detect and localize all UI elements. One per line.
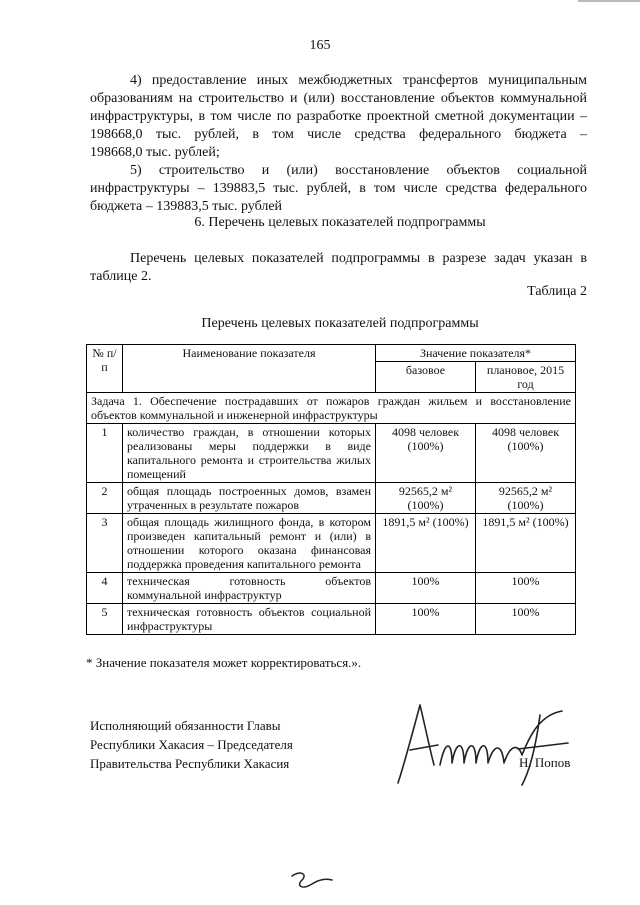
row-base: 4098 человек (100%) bbox=[376, 424, 476, 483]
table-footnote: * Значение показателя может корректироваться.». bbox=[86, 655, 362, 670]
header-num: № п/п bbox=[87, 345, 123, 393]
text-line: бюджета – 139883,5 тыс. рублей bbox=[90, 199, 283, 214]
section-heading: 6. Перечень целевых показателей подпрограммы bbox=[194, 215, 486, 230]
paragraph-item-4 bbox=[90, 72, 587, 162]
row-plan: 100% bbox=[476, 604, 576, 635]
header-plan: плановое, 2015 год bbox=[476, 362, 576, 393]
row-num: 5 bbox=[87, 604, 123, 635]
text-line: Перечень целевых показателей подпрограммы в разрезе задач указан в bbox=[130, 251, 587, 266]
row-name: техническая готовность объектов социальной инфраструктуры bbox=[123, 604, 376, 635]
task-cell: Задача 1. Обеспечение пострадавших от пожаров граждан жильем и восстановление объектов коммунальной и инженерной инфраструктуры bbox=[87, 393, 576, 424]
signature-title-line: Исполняющий обязанности Главы bbox=[90, 718, 281, 733]
table-row bbox=[87, 424, 576, 483]
table-header-row bbox=[87, 345, 576, 362]
row-name: техническая готовность объектов коммунальной инфраструктур bbox=[123, 573, 376, 604]
indicators-table bbox=[86, 344, 576, 635]
signature-title-line: Республики Хакасия – Председателя bbox=[90, 737, 293, 752]
row-num: 3 bbox=[87, 514, 123, 573]
header-value: Значение показателя* bbox=[376, 345, 576, 362]
text-line: 5) строительство и (или) восстановление объектов социальной bbox=[130, 163, 587, 178]
intro-paragraph bbox=[90, 250, 587, 286]
row-num: 4 bbox=[87, 573, 123, 604]
signature-title-line: Правительства Республики Хакасия bbox=[90, 756, 290, 771]
table-row bbox=[87, 483, 576, 514]
page-number: 165 bbox=[309, 38, 331, 53]
text-line: 198668,0 тыс. рублей; bbox=[90, 145, 220, 160]
text-line: образованиям на строительство и (или) восстановление объектов коммунальной bbox=[90, 91, 587, 106]
row-base: 100% bbox=[376, 604, 476, 635]
row-num: 2 bbox=[87, 483, 123, 514]
row-plan: 1891,5 м² (100%) bbox=[476, 514, 576, 573]
row-plan: 100% bbox=[476, 573, 576, 604]
scan-edge-mark bbox=[578, 0, 640, 2]
text-line: 198668,0 тыс. рублей, в том числе средства федерального бюджета – bbox=[90, 127, 587, 142]
signature-title bbox=[90, 716, 293, 773]
row-base: 92565,2 м² (100%) bbox=[376, 483, 476, 514]
text-line: таблице 2. bbox=[90, 269, 152, 284]
row-name: общая площадь жилищного фонда, в котором произведен капитальный ремонт и (или) в отношении которого оказана финансовая поддержка проведения капитального ремонта bbox=[123, 514, 376, 573]
table-title: Перечень целевых показателей подпрограммы bbox=[201, 316, 479, 331]
header-base: базовое bbox=[376, 362, 476, 393]
row-name: общая площадь построенных домов, взамен утраченных в результате пожаров bbox=[123, 483, 376, 514]
row-base: 100% bbox=[376, 573, 476, 604]
row-name: количество граждан, в отношении которых реализованы меры поддержки в виде капитального ремонта и строительства жилых помещений bbox=[123, 424, 376, 483]
row-plan: 92565,2 м² (100%) bbox=[476, 483, 576, 514]
table-row bbox=[87, 514, 576, 573]
row-plan: 4098 человек (100%) bbox=[476, 424, 576, 483]
signer-name: Н. Попов bbox=[519, 755, 571, 770]
row-base: 1891,5 м² (100%) bbox=[376, 514, 476, 573]
paragraph-item-5 bbox=[90, 162, 587, 216]
table-label: Таблица 2 bbox=[527, 284, 587, 299]
row-num: 1 bbox=[87, 424, 123, 483]
header-name: Наименование показателя bbox=[123, 345, 376, 393]
table-row bbox=[87, 604, 576, 635]
text-line: 4) предоставление иных межбюджетных трансфертов муниципальным bbox=[130, 73, 587, 88]
text-line: инфраструктуры, в том числе по разработке проектной сметной документации – bbox=[90, 109, 587, 124]
handwritten-mark bbox=[286, 868, 336, 894]
table-row bbox=[87, 573, 576, 604]
task-row bbox=[87, 393, 576, 424]
handwritten-signature bbox=[390, 695, 590, 790]
text-line: инфраструктуры – 139883,5 тыс. рублей, в том числе средства федерального bbox=[90, 181, 587, 196]
